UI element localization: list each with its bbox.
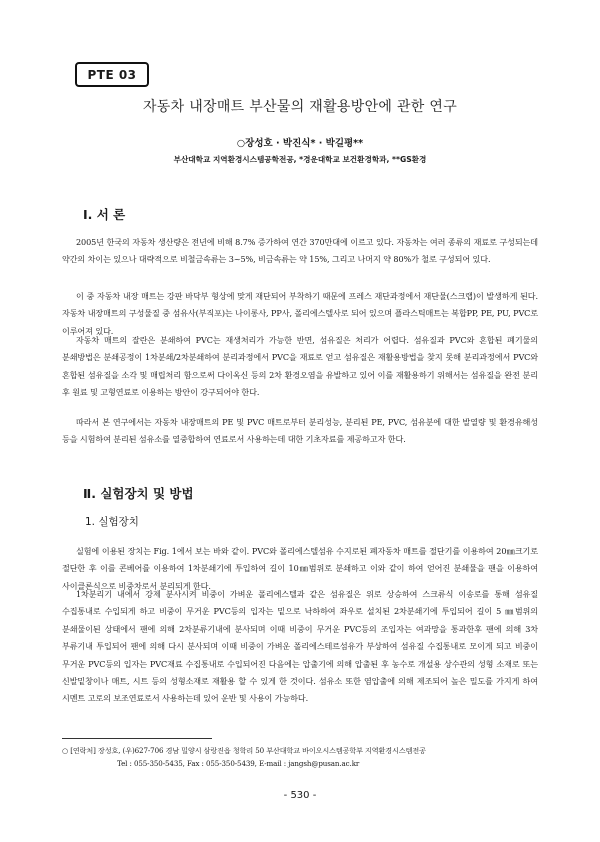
body-paragraph: 이 중 자동차 내장 매트는 강판 바닥부 형상에 맞게 재단되어 부착하기 때문에 프레스 재단과정에서 재단물(스크랩)이 발생하게 된다. 자동차 내장매트의 구성물질 중 섬유사(부직포)는 나이롱사, PP사, 폴리에스텔사로 되어 있으며 플라스틱매트는 복합PP, PE, PU, PVC로 이루어져 있다. (62, 291, 538, 336)
affiliation-line: 부산대학교 지역환경시스템공학전공, *경운대학교 보건환경학과, **GS환경 (173, 155, 427, 164)
paper-title: 자동차 내장매트 부산물의 재활용방안에 관한 연구 (142, 99, 458, 115)
author-list: ○장성호 · 박진식* · 박길평** (236, 138, 364, 149)
footnote-contact: Tel : 055-350-5435, Fax : 055-350-5439, E-mail : jangsh@pusan.ac.kr (117, 758, 360, 768)
subsection-heading-apparatus: 1. 실험장치 (85, 516, 139, 528)
page-number: - 530 - (283, 790, 317, 801)
body-paragraph: 자동차 매트의 잘란은 분쇄하여 PVC는 재생처리가 가능한 반면, 섬유질은 처리가 어렵다. 섬유질과 PVC와 혼합된 폐기물의 분쇄방법은 분쇄공정이 1차분쇄/2차분쇄하여 분리과정에서 PVC을 재료로 얻고 섬유질은 재활용방법을 찾지 못해 분리과정에서 PVC와 혼합된 섬유질을 소각 및 매립처리 함으로써 다이옥신 등의 2차 환경오염을 유발하고 있어 이를 재활용하기 위해서는 섬유질을 완전 분리 후 원료 및 고형연료로 이용하는 방안이 강구되어야 한다. (62, 335, 538, 398)
section-heading-introduction: Ⅰ. 서 론 (83, 207, 126, 222)
section-heading-methods: Ⅱ. 실험장치 및 방법 (83, 486, 194, 501)
paper-code-badge: PTE 03 (75, 62, 149, 87)
body-paragraph: 실험에 이용된 장치는 Fig. 1에서 보는 바와 같이. PVC와 폴리에스텔섬유 수지로된 폐자동차 매트를 절단기를 이용하여 20㎜크기로 절단한 후 이를 콘베어를 이용하여 1차분쇄기에 투입하여 길이 10㎜범위로 분쇄하고 이와 같이 하여 얻어진 분쇄물을 팬을 이용하여 사이클론식으로 비중차로서 분리되게 한다. (62, 546, 538, 591)
footnote-divider (62, 738, 212, 739)
body-paragraph: 따라서 본 연구에서는 자동차 내장매트의 PE 및 PVC 매트로부터 분리성능, 분리된 PE, PVC, 섬유분에 대한 발열량 및 환경유해성 등을 시험하여 분리된 섬유소를 열중합하여 연료로서 사용하는데 대한 기초자료를 제공하고자 한다. (62, 417, 538, 445)
body-paragraph: 1차분리기 내에서 강제 분사시켜 비중이 가벼운 폴리에스텔과 같은 섬유질은 위로 상승하여 스크류식 이송로를 통해 섬유질 수집통내로 수입되게 하고 비중이 무거운 PVC등의 입자는 밑으로 낙하하여 좌우로 설치된 2차분쇄기에 투입되어 길이 5 ㎜범위의 분쇄물이된 상태에서 팬에 의해 2차분류기내에 분사되며 이때 비중이 무거운 PVC등의 조입자는 여과망을 통과한후 팬에 의해 3차 부류기내 투입되어 팬에 의해 다시 분사되며 이때 비중이 가벼운 폴리에스테르섬유가 부상하여 섬유질 수집통내로 모이게 되고 비중이 무거운 PVC등의 입자는 PVC재료 수집통내로 수입되어진 다음에는 압출기에 의해 압출된 후 농수로 개설용 상수관의 성형 소재로 또는 신발밑창이나 매트, 시트 등의 성형소재로 재활용 할 수 있게 한 것이다. 섬유소 또한 염압출에 의해 제조되어 높은 밀도를 가지게 하여 시멘트 고로의 보조연료로서 사용하는데 있어 운반 및 사용이 가능하다. (62, 589, 538, 704)
contact-footnote (62, 745, 538, 770)
body-paragraph: 2005년 한국의 자동차 생산량은 전년에 비해 8.7% 증가하여 연간 370만대에 이르고 있다. 자동차는 여러 종류의 재료로 구성되는데 약간의 차이는 있으나 대략적으로 비철금속류는 3~5%, 비금속류는 약 15%, 그리고 나머지 약 80%가 철로 구성되어 있다. (62, 237, 538, 265)
footnote-address: ○ [연락처] 장성호, (우)627-706 경남 밀양시 삼랑진읍 청학리 50 부산대학교 바이오시스템공학부 지역환경시스템전공 (62, 746, 426, 755)
